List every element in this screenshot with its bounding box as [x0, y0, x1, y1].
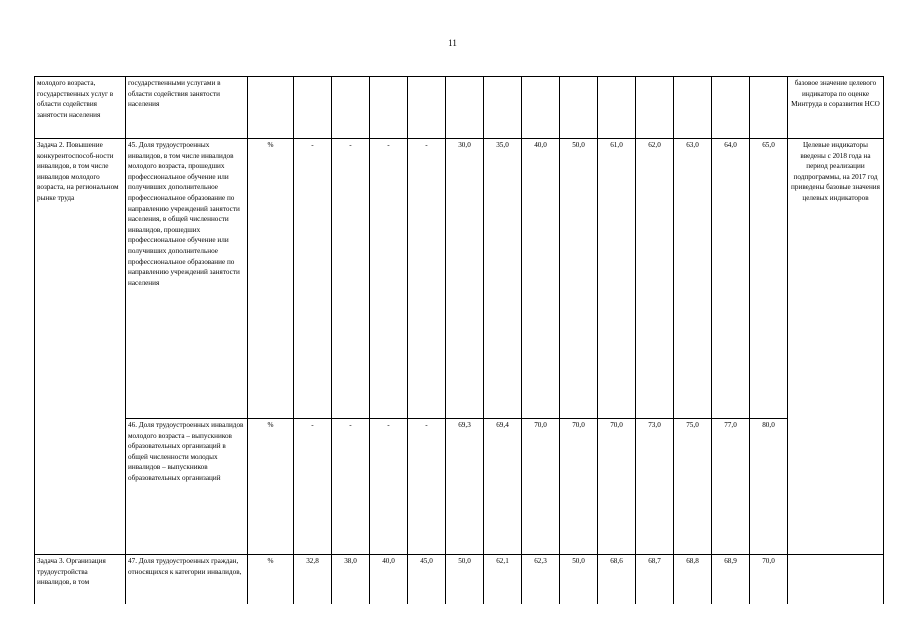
note-cell: базовое значение целевого индикатора по оценке Минтруда в соразвития НСО	[788, 77, 884, 139]
value-cell	[408, 77, 446, 139]
value-cell	[484, 77, 522, 139]
value-cell: 70,0	[560, 419, 598, 555]
value-cell: 32,8	[294, 555, 332, 615]
value-cell: 63,0	[674, 139, 712, 419]
value-cell: 80,0	[750, 419, 788, 555]
table-row	[35, 419, 884, 555]
value-cell: 30,0	[446, 139, 484, 419]
value-cell: 50,0	[446, 555, 484, 615]
note-cell: Целевые индикаторы введены с 2018 года на период реализации подпрограммы, на 2017 год приведены базовые значения целевых индикаторов	[788, 139, 884, 555]
value-cell: 62,0	[636, 139, 674, 419]
value-cell	[712, 77, 750, 139]
value-cell: -	[294, 419, 332, 555]
value-cell	[560, 77, 598, 139]
table-row	[35, 77, 884, 139]
indicator-name-cell: 46. Доля трудоустроенных инвалидов молодого возраста – выпускников образовательных организаций в общей численности молодых инвалидов – выпускников образовательных организаций	[126, 419, 248, 555]
value-cell: 61,0	[598, 139, 636, 419]
value-cell: 75,0	[674, 419, 712, 555]
value-cell: 69,3	[446, 419, 484, 555]
task-cell: молодого возраста, государственных услуг в области содействия занятости населения	[35, 77, 126, 139]
value-cell: 62,1	[484, 555, 522, 615]
value-cell: 50,0	[560, 555, 598, 615]
value-cell	[332, 77, 370, 139]
value-cell: 70,0	[598, 419, 636, 555]
indicator-name-cell: государственными услугами в области содействия занятости населения	[126, 77, 248, 139]
value-cell: 35,0	[484, 139, 522, 419]
value-cell: 65,0	[750, 139, 788, 419]
value-cell: 40,0	[522, 139, 560, 419]
value-cell	[674, 77, 712, 139]
value-cell: -	[332, 139, 370, 419]
value-cell: -	[370, 139, 408, 419]
page-number: 11	[448, 38, 457, 48]
value-cell	[370, 77, 408, 139]
value-cell: -	[408, 419, 446, 555]
value-cell: 68,7	[636, 555, 674, 615]
value-cell	[636, 77, 674, 139]
unit-cell: %	[248, 419, 294, 555]
value-cell: 50,0	[560, 139, 598, 419]
task-cell: Задача 2. Повышение конкурентоспособ-ности инвалидов, в том числе инвалидов молодого возраста, на региональном рынке труда	[35, 139, 126, 555]
table-row	[35, 139, 884, 419]
unit-cell: %	[248, 555, 294, 615]
value-cell: 45,0	[408, 555, 446, 615]
unit-cell: %	[248, 139, 294, 419]
value-cell: -	[332, 419, 370, 555]
value-cell	[522, 77, 560, 139]
value-cell	[294, 77, 332, 139]
value-cell: 62,3	[522, 555, 560, 615]
unit-cell	[248, 77, 294, 139]
task-cell: Задача 3. Организация трудоустройства инвалидов, в том	[35, 555, 126, 615]
value-cell	[446, 77, 484, 139]
indicators-table	[34, 76, 884, 615]
value-cell	[750, 77, 788, 139]
value-cell: 69,4	[484, 419, 522, 555]
value-cell: 77,0	[712, 419, 750, 555]
value-cell: 68,6	[598, 555, 636, 615]
value-cell: 70,0	[750, 555, 788, 615]
indicator-name-cell: 45. Доля трудоустроенных инвалидов, в том числе инвалидов молодого возраста, прошедших профессиональное обучение или получивших дополнительное профессиональное образование по направлению учреждений занятости населения, в общей численности инвалидов, прошедших профессиональное обучение или получивших дополнительное профессиональное образование по направлению учреждений занятости населения	[126, 139, 248, 419]
value-cell: -	[370, 419, 408, 555]
value-cell: -	[294, 139, 332, 419]
value-cell: 38,0	[332, 555, 370, 615]
value-cell: 68,9	[712, 555, 750, 615]
page-bottom-margin	[0, 604, 905, 640]
indicator-name-cell: 47. Доля трудоустроенных граждан, относящихся к категории инвалидов,	[126, 555, 248, 615]
value-cell: 40,0	[370, 555, 408, 615]
value-cell: 64,0	[712, 139, 750, 419]
value-cell: 73,0	[636, 419, 674, 555]
value-cell: -	[408, 139, 446, 419]
value-cell	[598, 77, 636, 139]
value-cell: 70,0	[522, 419, 560, 555]
value-cell: 68,8	[674, 555, 712, 615]
